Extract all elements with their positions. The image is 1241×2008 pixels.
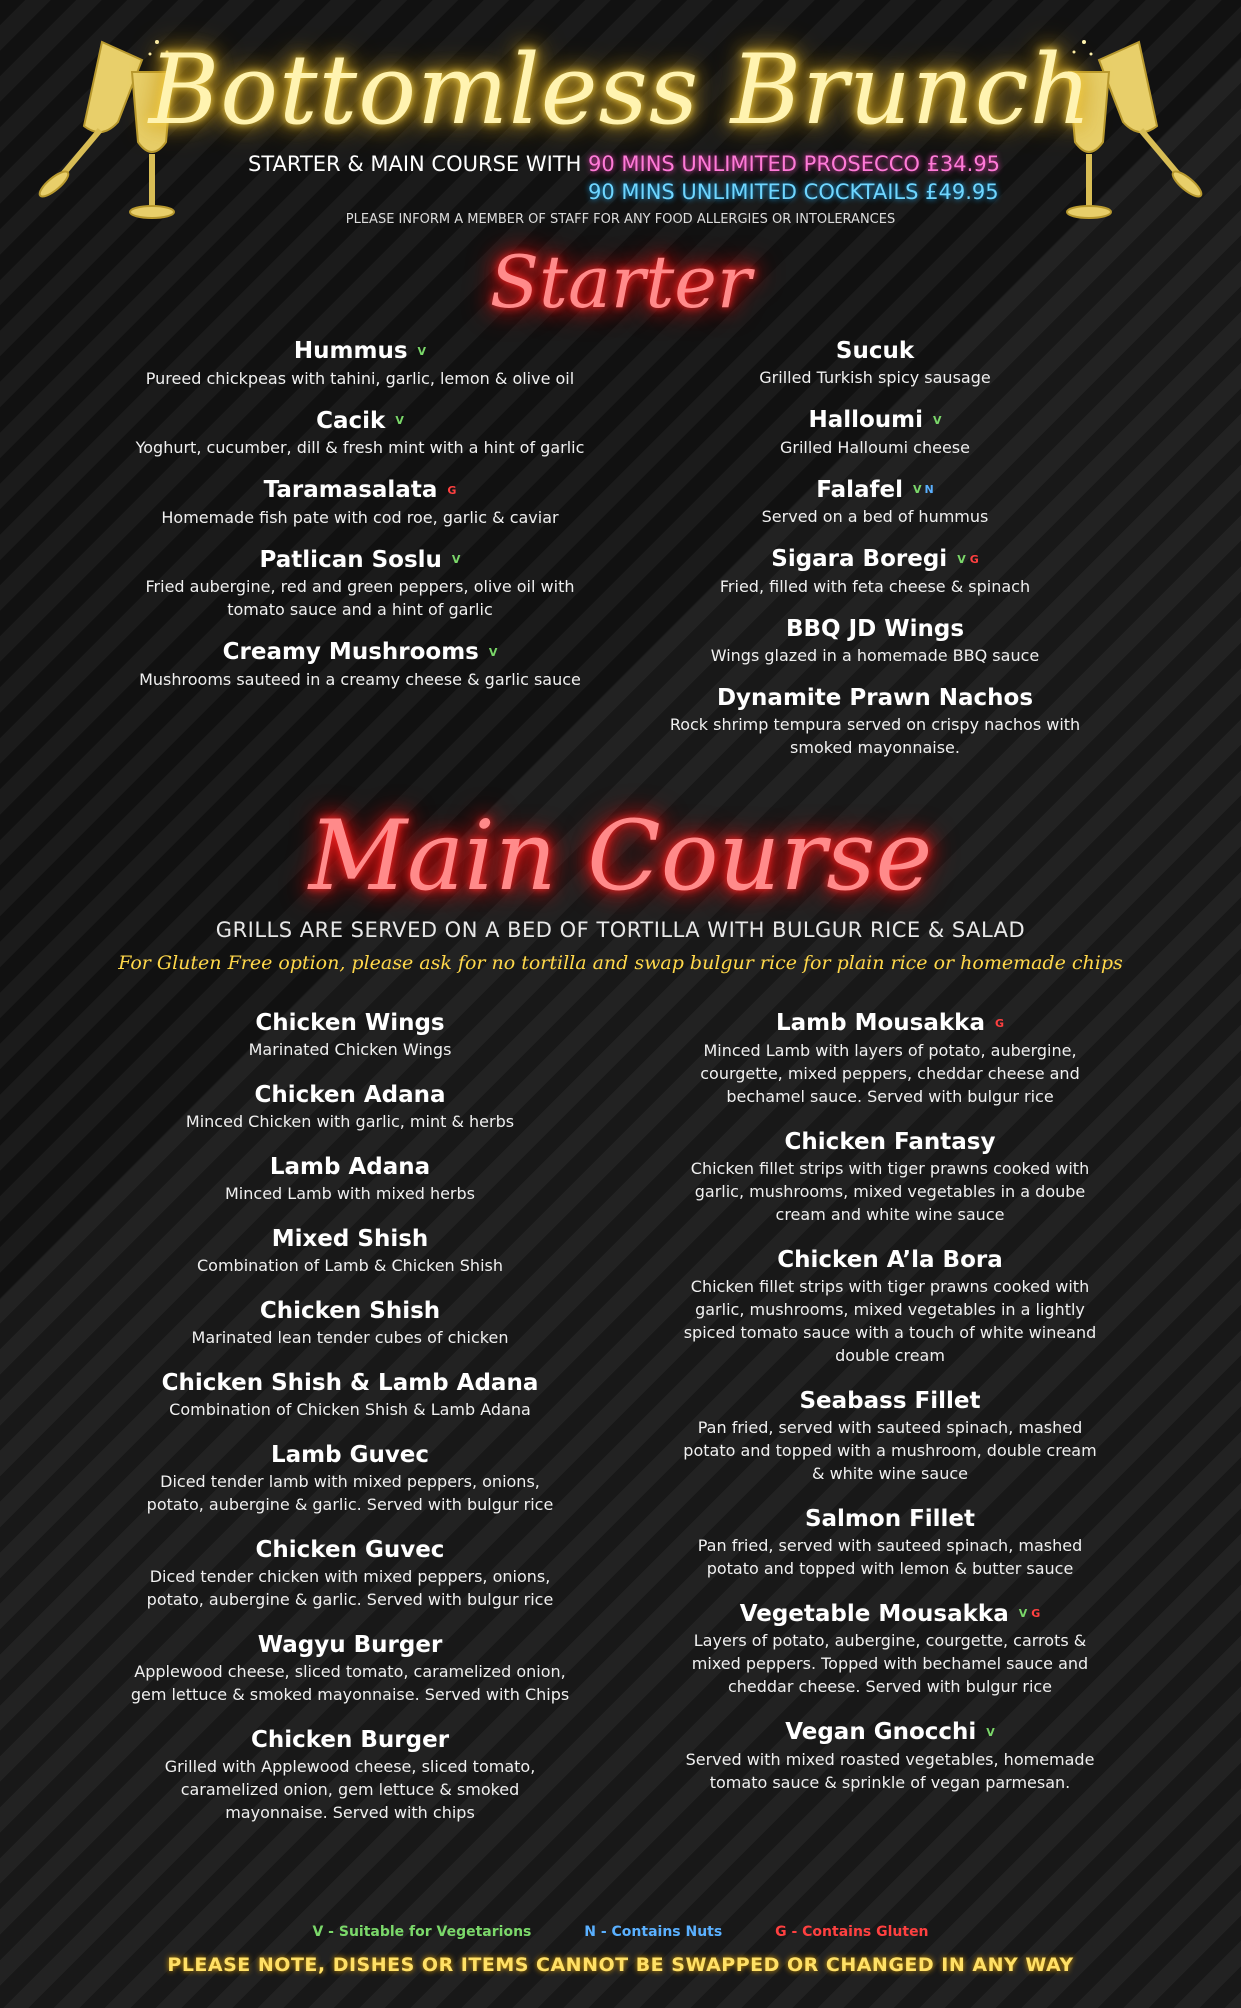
- dietary-tags: [1019, 1607, 1041, 1620]
- menu-item-name-row: [680, 1386, 1100, 1416]
- dietary-tag-g: G: [969, 552, 979, 566]
- menu-item: [130, 1535, 570, 1611]
- menu-item-description: Diced tender chicken with mixed peppers, onions, potato, aubergine & garlic. Served with bulgur rice: [146, 1567, 554, 1609]
- menu-item: [660, 405, 1090, 459]
- dietary-tag-v: V: [1018, 1607, 1028, 1620]
- menu-item-name: Falafel: [816, 476, 904, 503]
- offer-block: [248, 152, 1008, 212]
- menu-item: [130, 637, 590, 691]
- menu-item: [130, 1152, 570, 1205]
- menu-item: [130, 1008, 570, 1061]
- menu-item-description: Grilled Halloumi cheese: [780, 437, 970, 457]
- menu-item-name: Chicken Wings: [255, 1010, 445, 1036]
- menu-item-description: Chicken fillet strips with tiger prawns cooked with garlic, mushrooms, mixed vegetables in a doube cream and white wine sauce: [690, 1158, 1090, 1224]
- menu-item-description: Pan fried, served with sauteed spinach, mashed potato and topped with a mushroom, double cream & white wine sauce: [683, 1417, 1097, 1483]
- menu-item-name-row: [130, 545, 590, 576]
- menu-item-name: Lamb Guvec: [270, 1442, 430, 1468]
- menu-item-name: Vegetable Mousakka: [739, 1600, 1009, 1627]
- menu-item-name-row: [680, 1504, 1100, 1534]
- menu-item: [680, 1504, 1100, 1580]
- menu-item-description: Grilled Turkish spicy sausage: [759, 368, 991, 387]
- starter-left-column: [130, 336, 590, 707]
- dietary-tags: [447, 484, 456, 497]
- menu-item: [680, 1127, 1100, 1226]
- menu-item-name-row: [130, 1630, 570, 1660]
- dietary-tags: [995, 1017, 1004, 1030]
- main-course-heading: Main Course: [308, 800, 933, 912]
- menu-item: [130, 475, 590, 529]
- menu-item-description: Rock shrimp tempura served on crispy nachos with smoked mayonnaise.: [669, 714, 1081, 757]
- menu-item-description: Grilled with Applewood cheese, sliced tomato, caramelized onion, gem lettuce & smoked mayonnaise. Served with chips: [164, 1757, 536, 1822]
- dietary-tag-g: G: [447, 483, 457, 497]
- menu-item-name: Dynamite Prawn Nachos: [716, 684, 1034, 711]
- dietary-tag-v: V: [957, 552, 966, 566]
- menu-item-name-row: [680, 1008, 1100, 1039]
- menu-item: [130, 1725, 570, 1824]
- menu-item-description: Yoghurt, cucumber, dill & fresh mint with a hint of garlic: [135, 438, 585, 457]
- dietary-tag-v: V: [986, 1725, 995, 1739]
- menu-item-description: Combination of Chicken Shish & Lamb Adana: [169, 1400, 531, 1419]
- menu-item-name: Creamy Mushrooms: [222, 639, 479, 665]
- starter-right-column: [660, 336, 1090, 775]
- allergy-note: PLEASE INFORM A MEMBER OF STAFF FOR ANY FOOD ALLERGIES OR INTOLERANCES: [345, 212, 896, 227]
- dietary-tags: [913, 483, 934, 496]
- menu-item-name-row: [130, 1008, 570, 1038]
- menu-item-description: Minced Lamb with layers of potato, aubergine, courgette, mixed peppers, cheddar cheese and bechamel sauce. Served with bulgur rice: [700, 1040, 1080, 1106]
- menu-item-name-row: [130, 1224, 570, 1254]
- menu-item: [680, 1245, 1100, 1367]
- menu-item-name: Lamb Adana: [269, 1154, 431, 1180]
- menu-item-description: Mushrooms sauteed in a creamy cheese & garlic sauce: [139, 669, 581, 689]
- menu-item-name-row: [660, 683, 1090, 713]
- menu-item-name: Wagyu Burger: [257, 1632, 443, 1658]
- menu-item-name: Chicken Guvec: [255, 1537, 445, 1563]
- menu-item-name: Chicken Shish & Lamb Adana: [161, 1370, 539, 1396]
- menu-item-name-row: [130, 1440, 570, 1470]
- dietary-tags: [395, 414, 404, 427]
- menu-item: [660, 614, 1090, 667]
- dietary-tags: [957, 553, 979, 566]
- menu-item-name-row: [130, 406, 590, 437]
- menu-item-name: Chicken Fantasy: [784, 1128, 996, 1155]
- menu-item: [660, 336, 1090, 389]
- menu-item-description: Chicken fillet strips with tiger prawns cooked with garlic, mushrooms, mixed vegetables in a lightly spiced tomato sauce with a touch of white wineand double cream: [683, 1276, 1097, 1365]
- menu-item: [130, 1368, 570, 1421]
- menu-item-name: Halloumi: [808, 407, 924, 433]
- dietary-tag-v: V: [395, 414, 404, 427]
- menu-item-name-row: [130, 637, 590, 668]
- menu-item-name-row: [680, 1245, 1100, 1275]
- menu-item: [130, 1296, 570, 1349]
- menu-item: [680, 1717, 1100, 1794]
- menu-item-name-row: [680, 1599, 1100, 1630]
- dietary-tags: [452, 553, 461, 566]
- menu-item-description: Combination of Lamb & Chicken Shish: [197, 1256, 503, 1275]
- menu-item-name-row: [130, 1296, 570, 1326]
- menu-item-name: Lamb Mousakka: [775, 1010, 985, 1036]
- menu-item-description: Minced Lamb with mixed herbs: [225, 1184, 475, 1203]
- offer-prosecco: 90 MINS UNLIMITED PROSECCO £34.95: [588, 152, 1001, 176]
- menu-item: [660, 475, 1090, 529]
- legend-vegetarian: V - Suitable for Vegetarions: [312, 1924, 532, 1940]
- menu-item-name: Taramasalata: [263, 477, 438, 503]
- menu-item-description: Minced Chicken with garlic, mint & herbs: [185, 1112, 515, 1131]
- menu-item: [660, 683, 1090, 759]
- dietary-tags: [489, 646, 498, 659]
- menu-item-name: Chicken Adana: [254, 1082, 446, 1108]
- offer-cocktails: 90 MINS UNLIMITED COCKTAILS £49.95: [588, 180, 999, 204]
- menu-item-name-row: [660, 544, 1090, 575]
- menu-item-name: Vegan Gnocchi: [785, 1719, 977, 1745]
- menu-item: [680, 1599, 1100, 1699]
- main-right-column: [680, 1008, 1100, 1813]
- dietary-tags: [418, 345, 427, 358]
- menu-item: [130, 1080, 570, 1133]
- menu-item-name: Cacik: [316, 407, 386, 434]
- menu-item-name: Chicken Shish: [259, 1298, 441, 1324]
- dietary-tag-v: V: [933, 413, 942, 427]
- menu-item: [130, 1440, 570, 1516]
- menu-item-description: Diced tender lamb with mixed peppers, onions, potato, aubergine & garlic. Served with bulgur rice: [146, 1472, 554, 1514]
- menu-item-description: Served on a bed of hummus: [761, 507, 989, 526]
- menu-item-description: Fried, filled with feta cheese & spinach: [719, 576, 1031, 596]
- menu-item-name: Sucuk: [835, 338, 915, 364]
- legend-nuts: N - Contains Nuts: [584, 1924, 723, 1940]
- menu-item-name-row: [130, 1368, 570, 1398]
- menu-item-name: BBQ JD Wings: [785, 615, 965, 642]
- menu-item-name-row: [660, 336, 1090, 366]
- header: [0, 30, 1241, 150]
- dietary-tag-v: V: [417, 344, 427, 358]
- menu-item-description: Fried aubergine, red and green peppers, olive oil with tomato sauce and a hint of garlic: [145, 577, 575, 619]
- menu-item-description: Homemade fish pate with cod roe, garlic & caviar: [161, 507, 559, 527]
- menu-item-name: Chicken Burger: [250, 1727, 450, 1753]
- menu-item-name-row: [680, 1717, 1100, 1748]
- menu-item-name: Sigara Boregi: [771, 546, 948, 572]
- dietary-tag-v: V: [488, 645, 498, 659]
- menu-item: [680, 1008, 1100, 1108]
- page-title: Bottomless Brunch: [148, 34, 1093, 146]
- dietary-tags: [933, 414, 942, 427]
- menu-item-description: Marinated Chicken Wings: [248, 1040, 452, 1059]
- menu-item: [660, 544, 1090, 598]
- menu-item-name-row: [680, 1127, 1100, 1157]
- starter-heading: Starter: [489, 240, 752, 324]
- gluten-free-note: For Gluten Free option, please ask for no tortilla and swap bulgur rice for plain rice or homemade chips: [118, 952, 1123, 974]
- menu-item-description: Pan fried, served with sauteed spinach, mashed potato and topped with lemon & butter sauce: [697, 1535, 1083, 1578]
- menu-item-name: Seabass Fillet: [799, 1387, 981, 1414]
- menu-item-name: Chicken A’la Bora: [777, 1246, 1003, 1273]
- menu-item: [130, 1630, 570, 1706]
- legend-gluten: G - Contains Gluten: [775, 1924, 929, 1940]
- menu-item-name-row: [130, 1080, 570, 1110]
- dietary-tag-g: G: [1031, 1607, 1041, 1620]
- menu-item: [130, 336, 590, 390]
- menu-item-description: Applewood cheese, sliced tomato, caramelized onion, gem lettuce & smoked mayonnaise. Served with Chips: [130, 1662, 570, 1704]
- main-left-column: [130, 1008, 570, 1843]
- menu-item: [130, 545, 590, 622]
- final-note: PLEASE NOTE, DISHES OR ITEMS CANNOT BE SWAPPED OR CHANGED IN ANY WAY: [167, 1954, 1074, 1976]
- menu-item-name-row: [660, 475, 1090, 506]
- dietary-tag-v: V: [913, 483, 922, 496]
- menu-item-description: Marinated lean tender cubes of chicken: [191, 1328, 509, 1347]
- menu-item-name-row: [130, 1725, 570, 1755]
- menu-item-name-row: [130, 1152, 570, 1182]
- menu-item: [130, 1224, 570, 1277]
- menu-item-name: Salmon Fillet: [804, 1505, 976, 1532]
- menu-item-name-row: [130, 1535, 570, 1565]
- menu-item-description: Wings glazed in a homemade BBQ sauce: [710, 645, 1040, 665]
- menu-item: [680, 1386, 1100, 1485]
- menu-item-name-row: [130, 336, 590, 367]
- offer-lead: STARTER & MAIN COURSE WITH: [248, 152, 582, 176]
- menu-item-name-row: [660, 614, 1090, 644]
- dietary-legend: [0, 1924, 1241, 1940]
- dietary-tag-n: N: [924, 483, 934, 496]
- menu-item-name: Patlican Soslu: [259, 546, 442, 573]
- menu-item: [130, 406, 590, 460]
- menu-item-name-row: [660, 405, 1090, 436]
- dietary-tags: [986, 1726, 995, 1739]
- menu-item-description: Served with mixed roasted vegetables, homemade tomato sauce & sprinkle of vegan parmesan.: [685, 1749, 1095, 1792]
- menu-item-name: Hummus: [293, 338, 408, 364]
- grills-note: GRILLS ARE SERVED ON A BED OF TORTILLA WITH BULGUR RICE & SALAD: [215, 918, 1026, 942]
- menu-item-name: Mixed Shish: [271, 1226, 429, 1252]
- menu-item-description: Layers of potato, aubergine, courgette, carrots & mixed peppers. Topped with bechamel sauce and cheddar cheese. Served with bulgur rice: [691, 1631, 1089, 1696]
- dietary-tag-g: G: [994, 1016, 1005, 1030]
- dietary-tag-v: V: [451, 553, 461, 566]
- menu-item-name-row: [130, 475, 590, 506]
- menu-item-description: Pureed chickpeas with tahini, garlic, lemon & olive oil: [145, 368, 575, 388]
